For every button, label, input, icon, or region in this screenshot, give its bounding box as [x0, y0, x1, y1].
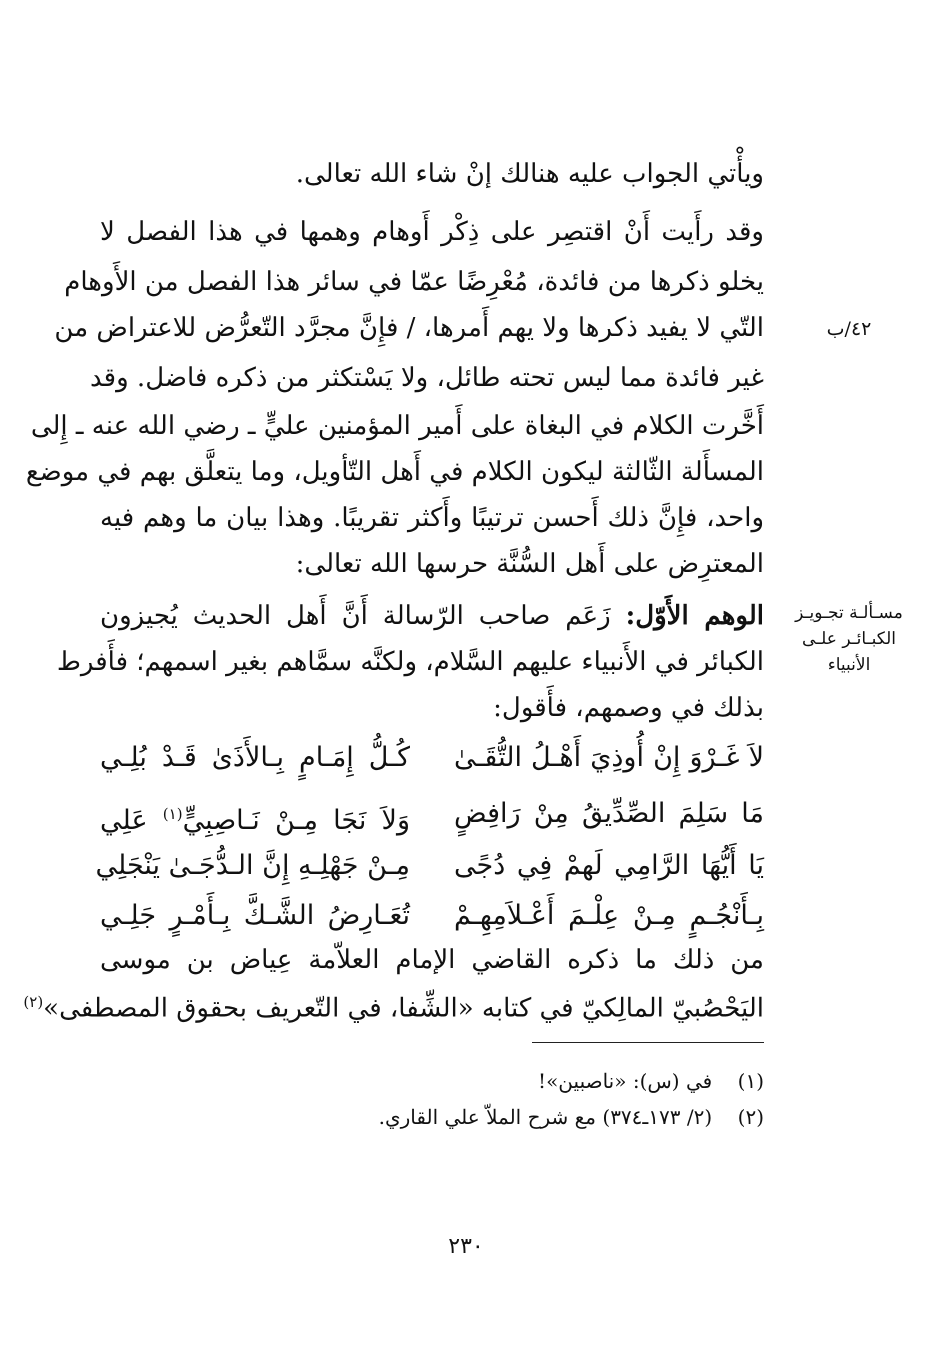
poem-hemistich-first: بِـأَنْجُـمٍ مِـنْ عِلْـمَ أَعْـلاَمِهِـمْ	[454, 900, 764, 931]
topic-note-line: مسـألـة تجـويـز	[795, 603, 903, 623]
footnote	[100, 1102, 764, 1132]
poem-verse	[100, 892, 764, 940]
poem-hemistich-second: وَلاَ نَجَا مِـنْ نَـاصِبِيٍّ$^{(١)}$ عَلِي	[100, 805, 410, 836]
body-line: وقد رأَيت أَنْ اقتصِر على ذِكْر أَوهام وهمها في هذا الفصل لا	[100, 217, 764, 247]
body-line: ويأْتي الجواب عليه هنالك إنْ شاء الله تعالى.	[295, 159, 764, 189]
folio-marker: ٤٢/ب	[826, 318, 872, 340]
page-number: ٢٣٠	[448, 1234, 484, 1259]
poem-hemistich-first: مَا سَلِمَ الصِّدِّيقُ مِنْ رَافِضٍ	[454, 798, 764, 829]
poem-hemistich-first: لاَ غَـرْوَ إِنْ أُوذِيَ أَهْـلُ التُّقَـىٰ	[454, 742, 764, 773]
poem-hemistich-first: يَا أَيُّهَا الرَّامِي لَهمْ فِي دُجًى	[454, 850, 764, 881]
body-line: التّي لا يفيد ذكرها ولا يهم أَمرها، / فإِنَّ مجرَّد التّعرُّض للاعتراض من	[54, 313, 764, 343]
poem-hemistich-second: كُـلُّ إِمَـامٍ بِـالأَذَىٰ قَـدْ بُلِـي	[100, 742, 410, 773]
footnote-text: في (س): «ناصبين»!	[538, 1069, 713, 1093]
body-line: المعترِض على أَهل السُّنَّة حرسها الله تعالى:	[295, 549, 764, 579]
body-line: المسأَلة الثّالثة ليكون الكلام في أَهل التّأويل، وما يتعلَّق بهم في موضع	[25, 457, 764, 487]
footnote-separator	[532, 1042, 764, 1043]
wahm-heading: الوهم الأَوّل:	[625, 601, 764, 631]
body-line: يخلو ذكرها من فائدة، مُعْرِضًا عمّا في سائر هذا الفصل من الأَوهام	[64, 267, 764, 297]
poem-verse	[100, 734, 764, 782]
wahm-line: الوهم الأَوّل: زَعَم صاحب الرّسالة أَنَّ أَهل الحديث يُجيزون	[100, 601, 764, 631]
wahm-line: بذلك في وصمهم، فأَقول:	[493, 693, 764, 723]
topic-note-line: الأنبياء	[827, 655, 871, 675]
footnote-number: (٢)	[737, 1105, 764, 1129]
body-line: أَخَّرت الكلام في البغاة على أَمير المؤمنين عليٍّ ـ رضي الله عنه ـ إِلى	[30, 411, 764, 441]
footnote-ref: (١)	[162, 805, 183, 823]
poem-hemistich-second: تُعَـارِضُ الشَّـكَّ بِـأَمْـرٍ جَلِـي	[100, 900, 410, 931]
topic-note-line: الكبـائـر علـى	[802, 629, 896, 649]
poem-hemistich-second: مِـنْ جَهْلِـهِ إِنَّ الـدُّجَـىٰ يَنْجَلِي	[95, 850, 410, 881]
footnote	[100, 1066, 764, 1096]
footnote-ref: (٢)	[23, 993, 44, 1011]
poem-verse	[100, 790, 764, 838]
body-line: اليَحْصُبيّ المالِكيّ في كتابه «الشِّفا، في التّعريف بحقوق المصطفى»$^{(٢)}$	[23, 993, 764, 1024]
topic-note	[794, 600, 904, 678]
body-line: من ذلك ما ذكره القاضي الإمام العلاّمة عِياض بن موسى	[100, 945, 764, 975]
poem-verse	[95, 842, 764, 890]
body-line: غير فائدة مما ليس تحته طائل، ولا يَسْتكثر من ذكره فاضل. وقد	[90, 363, 764, 393]
footnote-number: (١)	[737, 1069, 764, 1093]
footnote-text: (٢/ ١٧٣ـ٣٧٤) مع شرح الملاّ علي القاري.	[378, 1105, 713, 1129]
wahm-line: الكبائر في الأَنبياء عليهم السَّلام، ولكنَّه سمَّاهم بغير اسمهم؛ فأَفرط	[56, 647, 764, 677]
body-line: واحد، فإِنَّ ذلك أَحسن ترتيبًا وأَكثر تقريبًا. وهذا بيان ما وهم فيه	[100, 503, 764, 533]
